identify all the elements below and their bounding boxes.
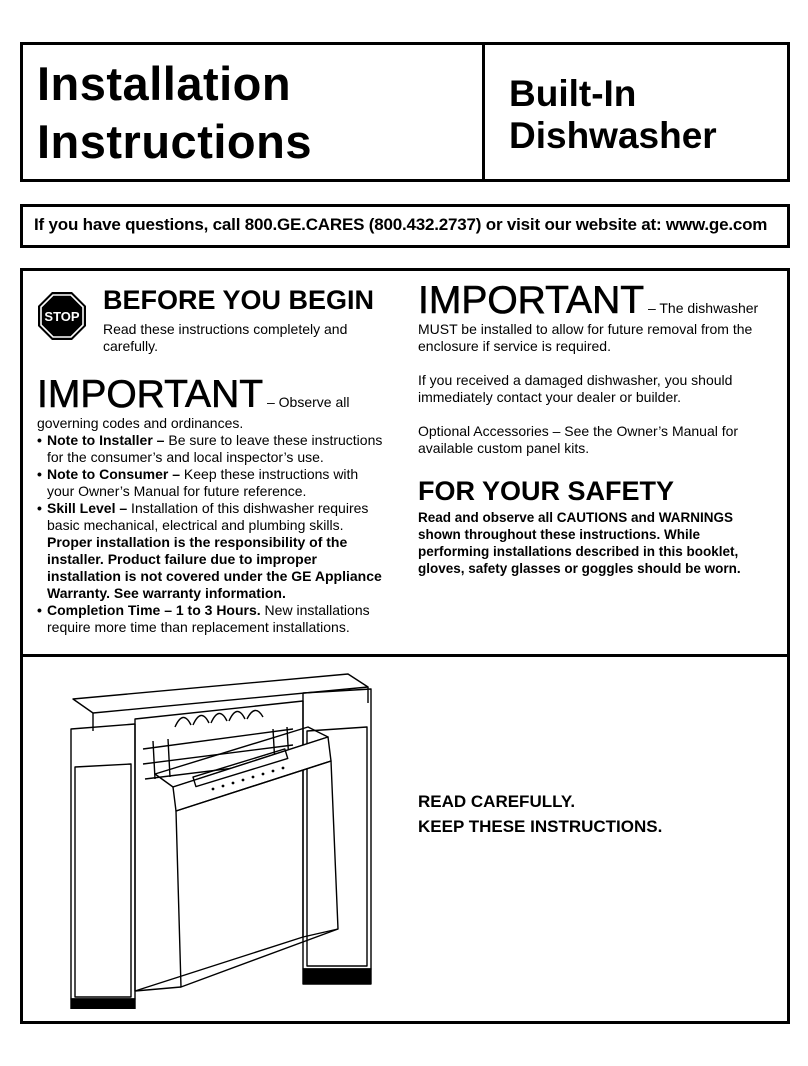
title-line-1: Installation xyxy=(37,57,292,110)
bullet-text: Keep these instructions with your Owner’s Manual for future reference. xyxy=(47,466,359,499)
title-divider xyxy=(482,45,485,179)
bullet-label: Completion Time – 1 to 3 Hours. xyxy=(47,602,261,618)
list-item xyxy=(37,500,387,602)
document-title xyxy=(37,55,312,171)
read-carefully-notice xyxy=(418,789,662,839)
right-column xyxy=(418,279,773,577)
list-item xyxy=(37,432,387,466)
before-you-begin-text: Read these instructions completely and carefully. xyxy=(103,321,348,354)
important-right-title: IMPORTANT xyxy=(418,279,645,322)
important-left-title: IMPORTANT xyxy=(37,373,264,416)
optional-accessories-text: Optional Accessories – See the Owner’s Manual for available custom panel kits. xyxy=(418,423,739,456)
contact-line: If you have questions, call 800.GE.CARES (800.432.2737) or visit our website at: www.ge.com xyxy=(34,215,768,234)
bullet-text: Installation of this dishwasher requires basic mechanical, electrical and plumbing skills. xyxy=(47,500,369,533)
product-line-1: Built-In xyxy=(509,73,637,114)
title-line-2: Instructions xyxy=(37,115,312,168)
damaged-dishwasher-text: If you received a damaged dishwasher, you should immediately contact your dealer or builder. xyxy=(418,372,733,405)
info-box xyxy=(20,268,790,1024)
product-title xyxy=(509,73,717,157)
dishwasher-illustration xyxy=(63,669,383,1009)
important-left-heading xyxy=(37,373,387,417)
bullet-label: Note to Installer – xyxy=(47,432,165,448)
important-left-continuation: governing codes and ordinances. xyxy=(37,415,244,431)
read-carefully-line: READ CAREFULLY. xyxy=(418,792,576,811)
list-item xyxy=(37,602,387,636)
bullet-label: Note to Consumer – xyxy=(47,466,181,482)
important-bullet-list xyxy=(37,432,387,636)
safety-heading: FOR YOUR SAFETY xyxy=(418,476,675,506)
bullet-bold-text: Proper installation is the responsibility of the installer. Product failure due to improper installation is not covered under the GE Appliance Warranty. See warranty information. xyxy=(47,534,382,601)
panel-divider xyxy=(23,654,787,657)
important-right-text: MUST be installed to allow for future removal from the enclosure if service is required. xyxy=(418,321,753,354)
bullet-text: Be sure to leave these instructions for the consumer’s and local inspector’s use. xyxy=(47,432,383,465)
safety-text: Read and observe all CAUTIONS and WARNINGS shown throughout these instructions. While performing installations described in this booklet, gloves, safety glasses or goggles should be worn. xyxy=(418,510,741,576)
contact-box xyxy=(20,204,790,248)
list-item xyxy=(37,466,387,500)
important-left-lead: Observe all xyxy=(278,394,350,410)
before-you-begin-heading: BEFORE YOU BEGIN xyxy=(103,285,375,315)
keep-instructions-line: KEEP THESE INSTRUCTIONS. xyxy=(418,817,663,836)
product-line-2: Dishwasher xyxy=(509,115,717,156)
bullet-text: New installations require more time than replacement installations. xyxy=(47,602,370,635)
important-left-dash: – xyxy=(263,394,279,410)
important-right-dash: – xyxy=(644,300,660,316)
important-right-lead: The dishwasher xyxy=(659,300,759,316)
stop-sign-icon xyxy=(37,291,87,341)
bullet-label: Skill Level – xyxy=(47,500,128,516)
important-right-heading xyxy=(418,279,773,323)
stop-sign-label: STOP xyxy=(44,309,80,324)
title-box xyxy=(20,42,790,182)
